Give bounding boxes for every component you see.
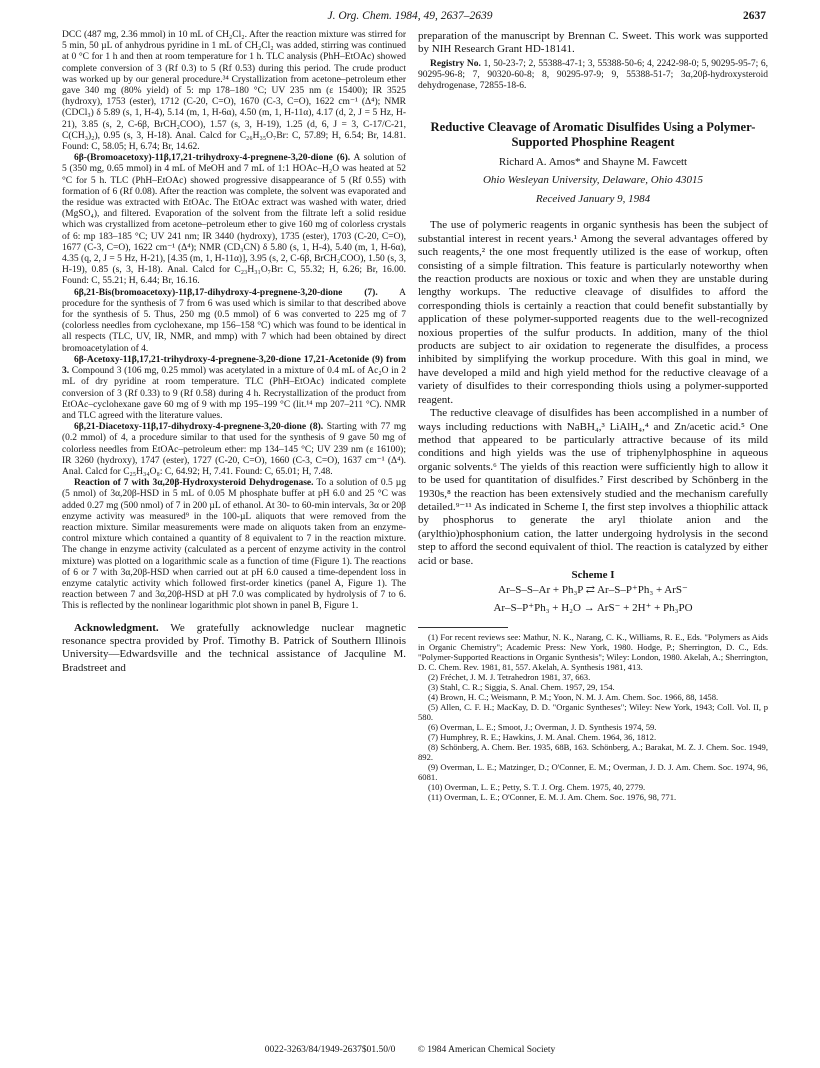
authors: Richard A. Amos* and Shayne M. Fawcett xyxy=(498,156,688,169)
paragraph-compound-8 xyxy=(62,422,406,478)
footnote-6: (6) Overman, L. E.; Smoot, J.; Overman, J. D. Synthesis 1974, 59. xyxy=(428,722,657,733)
footnote-1: (1) For recent reviews see: Mathur, N. K., Narang, C. K., Williams, R. E., Eds. "Polymers as Aids in Organic Chemistry"; Academic Press: New York, 1980. Hodge, P.; Sherrington, D. C., Eds. "Polymer-Supported Reactions in Organic Synthesis"; Wiley: London, 1980. Akelah, A.; Sherrington, D. C. Chem. Rev. 1981, 81, 557. Akelah, A. Synthesis 1981, 413. xyxy=(418,632,768,673)
affiliation: Ohio Wesleyan University, Delaware, Ohio 43015 xyxy=(482,174,704,187)
footnote-3: (3) Stahl, C. R.; Siggia, S. Anal. Chem. 1957, 29, 154. xyxy=(428,682,615,693)
heading-compound-9: 6β-Acetoxy-11β,17,21-trihydroxy-4-pregnene-3,20-dione 17,21-Acetonide (9) from 3. xyxy=(62,354,406,377)
text-compound-8: Starting with 77 mg (0.2 mmol) of 4, a procedure similar to that used for the synthesis of 9 gave 50 mg of colorless needles from EtOAc–petroleum ether: mp 134–145 °C; UV 239 nm (ε 16100); IR 3260 (hydroxy), 1747 (ester), 1727 (C-20, C=O), 1660 (C-3, C=O), 1637 cm⁻¹ (Δ⁴). Anal. Calcd for C₂₅H₃₄O₈: C, 64.92; H, 7.41. Found: C, 65.01; H, 7.48. xyxy=(62,422,406,477)
footnote-4: (4) Brown, H. C.; Weismann, P. M.; Yoon, N. M. J. Am. Chem. Soc. 1966, 88, 1458. xyxy=(428,692,719,703)
heading-compound-7: 6β,21-Bis(bromoacetoxy)-11β,17-dihydroxy-4-pregnene-3,20-dione (7). xyxy=(74,287,378,298)
scheme-equation-1: Ar–S–S–Ar + Ph₃P ⇄ Ar–S–P⁺Ph₃ + ArS⁻ xyxy=(498,584,688,597)
footnote-5: (5) Allen, C. F. H.; MacKay, D. D. "Organic Syntheses"; Wiley: New York, 1943; Coll. Vol. II, p 580. xyxy=(418,702,768,723)
paragraph-enzyme-reaction xyxy=(62,478,406,612)
footnote-11: (11) Overman, L. E.; O'Conner, E. M. J. Am. Chem. Soc. 1976, 98, 771. xyxy=(428,792,677,803)
heading-compound-8: 6β,21-Diacetoxy-11β,17-dihydroxy-4-pregnene-3,20-dione (8). xyxy=(74,422,324,433)
left-column xyxy=(62,30,406,675)
article-code: 0022-3263/84/1949-2637$01.50/0 xyxy=(264,1045,396,1055)
scheme-title: Scheme I xyxy=(571,568,615,581)
heading-compound-6: 6β-(Bromoacetoxy)-11β,17,21-trihydroxy-4-pregnene-3,20-dione (6). xyxy=(74,153,351,164)
running-header xyxy=(40,10,780,26)
text-compound-9: Compound 3 (106 mg, 0.25 mmol) was acetylated in a mixture of 0.4 mL of Ac₂O in 2 mL of dry pyridine at room temperature. TLC (PhH–EtOAc) indicated complete conversion of 3 (Rf 0.33) to 9 (Rf 0.58) during 4 h. Recrystallization of the product from EtOAc–cyclohexane gave 60 mg of 9 with mp 195–199 °C (lit.¹⁴ mp 207–211 °C). NMR and TLC agreed with the literature values. xyxy=(62,366,406,421)
heading-enzyme-reaction: Reaction of 7 with 3α,20β-Hydroxysteroid Dehydrogenase. xyxy=(74,478,314,489)
acknowledgment-continued: preparation of the manuscript by Brennan C. Sweet. This work was supported by NIH Research Grant HD-18141. xyxy=(418,30,768,56)
article-title: Reductive Cleavage of Aromatic Disulfides Using a Polymer-Supported Phosphine Reagent xyxy=(430,120,756,150)
scheme-equation-2: Ar–S–P⁺Ph₃ + H₂O → ArS⁻ + 2H⁺ + Ph₃PO xyxy=(493,602,693,615)
registry-numbers xyxy=(418,59,768,93)
registry-label: Registry No. xyxy=(430,58,481,69)
footnote-8: (8) Schönberg, A. Chem. Ber. 1935, 68B, 163. Schönberg, A.; Barakat, M. Z. J. Chem. Soc. 1949, 892. xyxy=(418,742,768,763)
received-date: Received January 9, 1984 xyxy=(535,193,651,206)
page-footer xyxy=(0,1045,820,1055)
footnotes xyxy=(418,632,768,802)
page-number: 2637 xyxy=(743,10,766,22)
acknowledgment-heading: Acknowledgment. xyxy=(74,621,159,634)
text-compound-7: A procedure for the synthesis of 7 from 6 was used which is similar to that described above for the synthesis of 5. Thus, 250 mg (0.5 mmol) of 6 was converted to 225 mg of 7 (colorless needles from cyclohexane, mp 156–158 °C) which was found to be identical in all respects (TLC, UV, IR, NMR, and mmp) with 7 which had been obtained by direct bromoacetylation of 4. xyxy=(62,287,406,354)
journal-reference: J. Org. Chem. 1984, 49, 2637–2639 xyxy=(327,10,493,22)
footnote-7: (7) Humphrey, R. E.; Hawkins, J. M. Anal. Chem. 1964, 36, 1812. xyxy=(428,732,657,743)
paragraph-compound-7 xyxy=(62,288,406,355)
footnote-rule xyxy=(418,627,508,628)
body-paragraph-1: The use of polymeric reagents in organic synthesis has been the subject of substantial interest in recent years.¹ Among the several advantages offered by such reagents,² the one most frequently utilized is the ease of workup, often consisting of a simple filtration. This feature is particularly noteworthy when the reaction products are noxious or toxic and when they are unstable during lengthy workups. The reductive cleavage of disulfides to afford the corresponding thiols is certainly a reaction that could benefit substantially by application of these polymer-supported reagents due to the well-recognized noxious properties of the sulfur products. In addition, many of the thiol products are subject to air oxidation to regenerate the disulfides, a process inhibited by simplifying the workup procedure. With this goal in mind, we have developed a mild and high yield method for the reductive cleavage of a variety of disulfides to their corresponding thiols using a polymer-supported reagent. xyxy=(418,219,768,406)
footnote-10: (10) Overman, L. E.; Petty, S. T. J. Org. Chem. 1975, 40, 2779. xyxy=(428,782,646,793)
right-column xyxy=(418,30,768,802)
text-enzyme-reaction: To a solution of 0.5 µg (5 nmol) of 3α,20β-HSD in 5 mL of 0.05 M phosphate buffer at pH 6.0 and 25 °C was added 0.27 mg (500 nmol) of 7 in 200 µL of ethanol. At 30- to 60-min intervals, 3α or 20β enzyme activity was measured⁹ in the 100-µL aliquots that were removed from the reaction mixture. Similar measurements were made on aliquots taken from an enzyme-control mixture which contained a quantity of 8 equivalent to 7 in the reaction mixture. The change in enzyme activity (calculated as a percent of enzyme activity in the control mixture) was plotted on a logarithmic scale as a function of time (Figure 1). The reactions of 6 or 7 with 3α,20β-HSD when carried out at pH 6.0 caused a time-dependent loss in enzyme catalytic activity which followed first-order kinetics (panel A, Figure 1). The reaction between 7 and 3α,20β-HSD at pH 7.0 was complicated by hydrolysis of 7 to 6. This is reflected by the nonlinear logarithmic plot shown in panel B, Figure 1. xyxy=(62,478,407,612)
footnote-9: (9) Overman, L. E.; Matzinger, D.; O'Conner, E. M.; Overman, J. D. J. Am. Chem. Soc. 1974, 96, 6081. xyxy=(418,762,768,783)
paragraph-compound-9 xyxy=(62,355,406,422)
paragraph-compound-6 xyxy=(62,153,406,287)
body-paragraph-2: The reductive cleavage of disulfides has been accomplished in a number of ways including reductions with NaBH₄,³ LiAlH₄,⁴ and Zn/acetic acid.⁵ One method that appeared to be particularly attractive because of its mild conditions and high yields was the use of triphenylphosphine in aqueous organic solvents.⁶ The yields of this reaction were sufficiently high to allow it to be used for quantitation of disulfides.⁷ First described by Schönberg in the 1930s,⁸ the reaction has been extensively studied and the mechanism carefully detailed.⁹⁻¹¹ As indicated in Scheme I, the first step involves a thiophilic attack by phosphorus to generate the aryl thiolate anion and the (arylthio)phosphonium cation, the latter undergoing hydrolysis in the second step to afford the second equivalent of thiol. The reaction is catalyzed by either acid or base. xyxy=(418,407,768,567)
acknowledgment-text: We gratefully acknowledge nuclear magnetic resonance spectra provided by Prof. Timothy B. Patrick of Southern Illinois University—Edwardsville and the technical assistance of Jacquline M. Bradstreet and xyxy=(62,621,406,674)
text-compound-6: A solution of 5 (350 mg, 0.65 mmol) in 4 mL of MeOH and 7 mL of 1:1 HOAc–H₂O was heated at 52 °C for 5 h. TLC (PhH–EtOAc) showed progressive disappearance of 5 (Rf 0.55) with formation of 6 (Rf 0.08). After the reaction was complete, the solvent was evaporated and the residue was extracted with EtOAc. The EtOAc extract was washed with water, dried (MgSO₄), and filtered. Evaporation of the solvent from the filtrate left a solid residue which was crystallized from acetone–petroleum ether to give 160 mg of colorless crystals of 6: mp 183–185 °C; UV 241 nm; IR 3440 (hydroxy), 1735 (ester), 1703 (C-20, C=O), 1677 (C-3, C=O), 1622 cm⁻¹ (Δ⁴); NMR (CD₃CN) δ 5.80 (s, 1, H-4), 5.40 (m, 1, H-6α), 4.35 (q, 2, J = 5 Hz, H-21), [4.35 (m, 1, H-11α)], 3.95 (s, 2, C-6β, BrCH₂COO), 1.50 (s, 3, H-19), 0.85 (s, 3, H-18). Anal. Calcd for C₂₃H₃₁O₇Br: C, 55.32; H, 6.26; Br, 16.00. Found: C, 55.21; H, 6.44; Br, 16.16. xyxy=(62,153,406,287)
copyright: © 1984 American Chemical Society xyxy=(417,1045,556,1055)
paragraph-compound-5: DCC (487 mg, 2.36 mmol) in 10 mL of CH₂Cl₂. After the reaction mixture was stirred for 5 min, 50 µL of anhydrous pyridine in 1 mL of CH₂Cl₂ was added, stirring was continued at 0 °C for 1 h and then at room temperature for 1 h. TLC analysis (PhH–EtOAc) showed complete conversion of 3 (Rf 0.3) to 5 (Rf 0.53) during this period. The crude product was worked up by our general procedure.³⁴ Crystallization from acetone–petroleum ether gave 340 mg (80% yield) of 5: mp 178–180 °C; UV 235 nm (ε 15400); IR 3525 (hydroxy), 1753 (ester), 1712 (C-20, C=O), 1670 (C-3, C=O), 1622 cm⁻¹ (Δ⁴); NMR (CDCl₃) δ 5.89 (s, 1, H-4), 5.14 (m, 1, H-6α), 4.50 (m, 1, H-11α), 4.17 (d, 2, J = 5 Hz, H-21), 3.85 (s, 2, C-6β, BrCH₂COO), 1.57 (s, 3, H-19), 1.25 (d, 6, J = 3, C-17/C-21, C(CH₃)₂), 0.95 (s, 3, H-18). Anal. Calcd for C₂₆H₃₅O₇Br: C, 57.89; H, 6.54; Br, 14.81. Found: C, 58.05; H, 6.74; Br, 14.62. xyxy=(62,30,406,153)
registry-text: 1, 50-23-7; 2, 55388-47-1; 3, 55388-50-6; 4, 2242-98-0; 5, 90295-95-7; 6, 90295-96-8; 7, 90320-60-8; 8, 90295-97-9; 9, 55388-51-7; 3α,20β-hydroxysteroid dehydrogenase, 72855-18-6. xyxy=(418,58,768,92)
acknowledgment xyxy=(62,622,406,676)
footnote-2: (2) Fréchet, J. M. J. Tetrahedron 1981, 37, 663. xyxy=(428,672,591,683)
